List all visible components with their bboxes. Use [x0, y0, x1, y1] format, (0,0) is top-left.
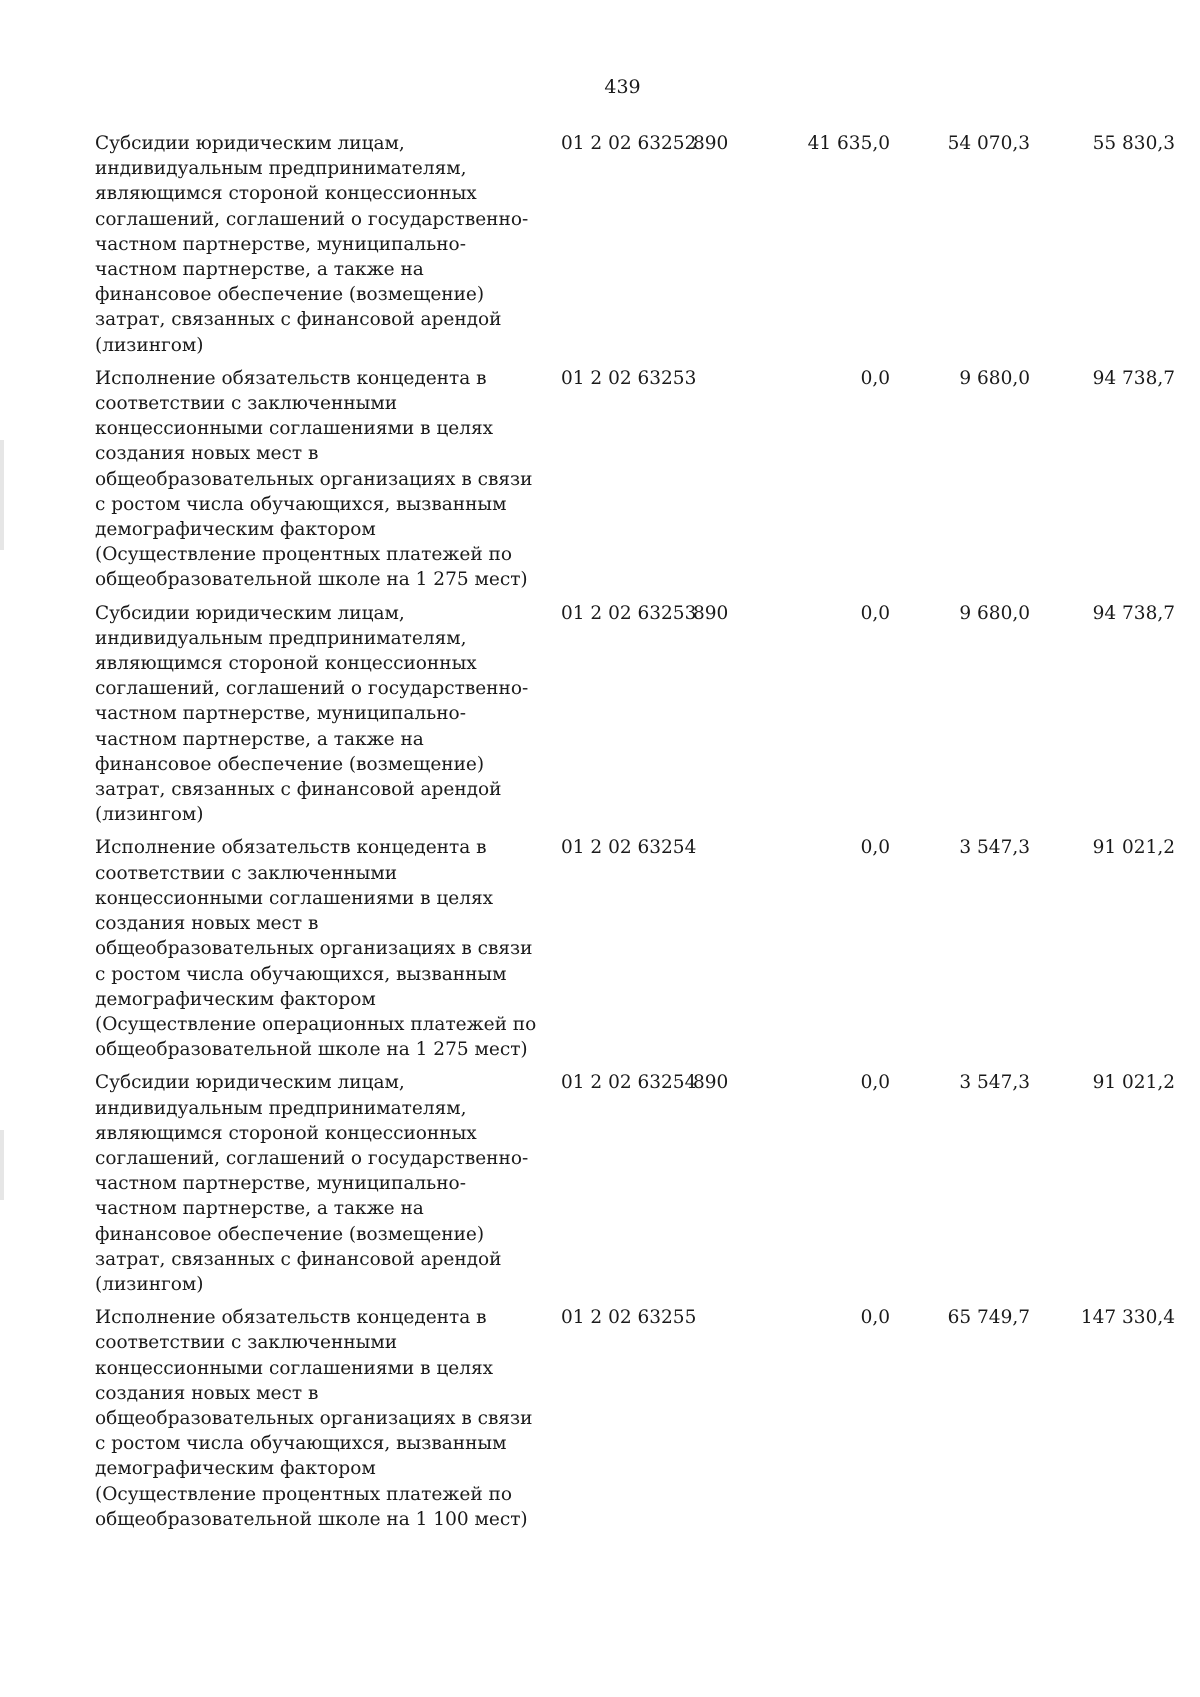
target-article-code: 01 2 02 63254	[561, 837, 697, 859]
amount-year-1: 0,0	[860, 837, 890, 859]
expense-type-code	[693, 835, 753, 1070]
amount-year-3: 91 021,2	[1092, 1072, 1175, 1094]
amount-year-3: 94 738,7	[1092, 602, 1175, 624]
target-article-code: 01 2 02 63252	[561, 133, 697, 154]
scan-edge-mark	[0, 1130, 4, 1200]
row-name: Субсидии юридическим лицам, индивидуальным предпринимателям, являющимся стороной концессионных соглашений, соглашений о государственно-частном партнерстве, муниципально-частном партнерстве, а также на финансовое обеспечение (возмещение) затрат, связанных с финансовой арендой (лизингом)	[95, 133, 529, 356]
amount-year-2: 54 070,3	[947, 133, 1030, 154]
amount-year-1: 41 635,0	[807, 133, 890, 154]
row-name: Исполнение обязательств концедента в соответствии с заключенными концессионными соглашениями в целях создания новых мест в общеобразовательных организациях в связи с ростом числа обучающихся, вызванным демографическим фактором (Осуществление процентных платежей по общеобразовательной школе на 1 275 мест)	[95, 367, 533, 591]
row-name: Субсидии юридическим лицам, индивидуальным предпринимателям, являющимся стороной концессионных соглашений, соглашений о государственно-частном партнерстве, муниципально-частном партнерстве, а также на финансовое обеспечение (возмещение) затрат, связанных с финансовой арендой (лизингом)	[95, 1072, 529, 1295]
page-number: 439	[604, 76, 641, 98]
table-row	[95, 131, 1175, 366]
amount-year-3: 55 830,3	[1092, 133, 1175, 154]
amount-year-3: 94 738,7	[1092, 367, 1175, 389]
target-article-code: 01 2 02 63254	[561, 1072, 697, 1094]
target-article-code: 01 2 02 63253	[561, 367, 697, 389]
target-article-code: 01 2 02 63255	[561, 1307, 697, 1329]
amount-year-2: 9 680,0	[959, 602, 1030, 624]
budget-table	[95, 131, 1175, 1540]
row-name: Исполнение обязательств концедента в соответствии с заключенными концессионными соглашениями в целях создания новых мест в общеобразовательных организациях в связи с ростом числа обучающихся, вызванным демографическим фактором (Осуществление операционных платежей по общеобразовательной школе на 1 275 мест)	[95, 837, 537, 1061]
row-name: Субсидии юридическим лицам, индивидуальным предпринимателям, являющимся стороной концессионных соглашений, соглашений о государственно-частном партнерстве, муниципально-частном партнерстве, а также на финансовое обеспечение (возмещение) затрат, связанных с финансовой арендой (лизингом)	[95, 602, 529, 826]
table-row	[95, 601, 1175, 836]
expense-type-code: 890	[693, 133, 729, 154]
amount-year-2: 3 547,3	[959, 1072, 1030, 1094]
expense-type-code: 890	[693, 602, 729, 624]
expense-type-code	[693, 366, 753, 601]
amount-year-3: 91 021,2	[1092, 837, 1175, 859]
target-article-code: 01 2 02 63253	[561, 602, 697, 624]
expense-type-code: 890	[693, 1072, 729, 1094]
amount-year-1: 0,0	[860, 1072, 890, 1094]
scan-edge-mark	[0, 440, 4, 550]
amount-year-1: 0,0	[860, 602, 890, 624]
table-row	[95, 366, 1175, 601]
table-row	[95, 835, 1175, 1070]
table-row	[95, 1070, 1175, 1305]
amount-year-1: 0,0	[860, 367, 890, 389]
amount-year-2: 9 680,0	[959, 367, 1030, 389]
expense-type-code	[693, 1305, 753, 1540]
amount-year-2: 65 749,7	[947, 1307, 1030, 1329]
row-name: Исполнение обязательств концедента в соответствии с заключенными концессионными соглашениями в целях создания новых мест в общеобразовательных организациях в связи с ростом числа обучающихся, вызванным демографическим фактором (Осуществление процентных платежей по общеобразовательной школе на 1 100 мест)	[95, 1307, 533, 1530]
amount-year-3: 147 330,4	[1080, 1307, 1175, 1329]
amount-year-2: 3 547,3	[959, 837, 1030, 859]
amount-year-1: 0,0	[860, 1307, 890, 1329]
table-row	[95, 1305, 1175, 1540]
